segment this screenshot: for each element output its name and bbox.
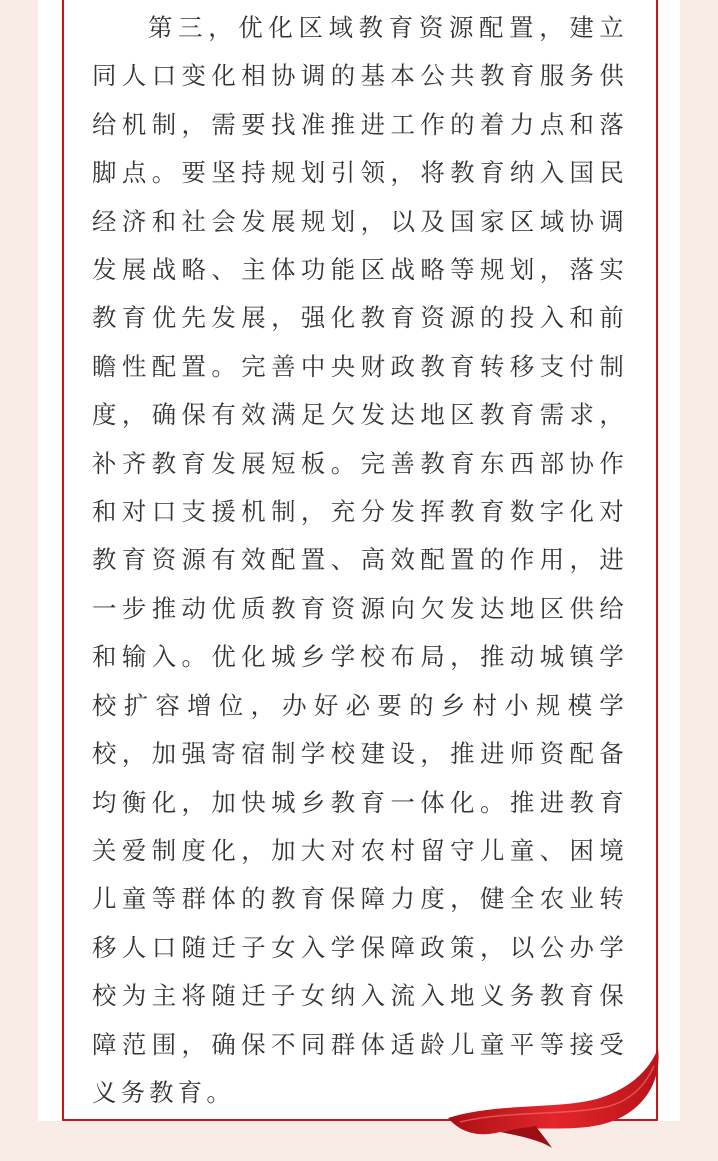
red-ribbon-icon bbox=[440, 1040, 670, 1150]
article-paragraph: 第三，优化区域教育资源配置，建立同人口变化相协调的基本公共教育服务供给机制，需要找准推进工作的着力点和落脚点。要坚持规划引领，将教育纳入国民经济和社会发展规划，以及国家区域协调发展战略、主体功能区战略等规划，落实教育优先发展，强化教育资源的投入和前瞻性配置。完善中央财政教育转移支付制度，确保有效满足欠发达地区教育需求，补齐教育发展短板。完善教育东西部协作和对口支援机制，充分发挥教育数字化对教育资源有效配置、高效配置的作用，进一步推动优质教育资源向欠发达地区供给和输入。优化城乡学校布局，推动城镇学校扩容增位，办好必要的乡村小规模学校，加强寄宿制学校建设，推进师资配备均衡化，加快城乡教育一体化。推进教育关爱制度化，加大对农村留守儿童、困境儿童等群体的教育保障力度，健全农业转移人口随迁子女入学保障政策，以公办学校为主将随迁子女纳入流入地义务教育保障范围，确保不同群体适龄儿童平等接受义务教育。 bbox=[92, 13, 628, 1107]
right-background-band bbox=[680, 0, 718, 1161]
left-background-band bbox=[0, 0, 38, 1161]
ribbon-body bbox=[448, 1048, 659, 1134]
